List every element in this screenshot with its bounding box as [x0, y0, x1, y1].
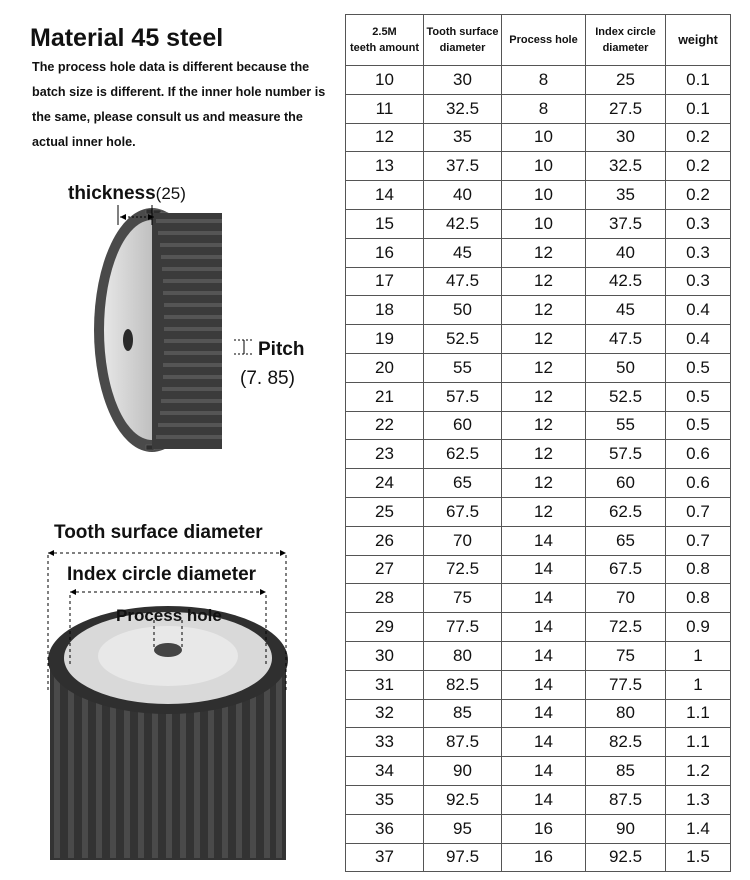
table-cell: 17	[346, 267, 424, 296]
table-cell: 0.8	[666, 555, 731, 584]
header-weight: weight	[666, 15, 731, 66]
table-cell: 8	[502, 94, 586, 123]
table-cell: 35	[586, 181, 666, 210]
table-cell: 13	[346, 152, 424, 181]
table-row	[346, 181, 731, 210]
table-cell: 0.5	[666, 353, 731, 382]
header-teeth-amount: 2.5M teeth amount	[346, 15, 424, 66]
diameter-guides	[44, 555, 290, 695]
table-cell: 10	[502, 152, 586, 181]
gear-spec-table	[345, 14, 731, 872]
table-cell: 32.5	[424, 94, 502, 123]
table-cell: 12	[502, 411, 586, 440]
table-cell: 14	[502, 555, 586, 584]
table-cell: 0.2	[666, 181, 731, 210]
table-cell: 12	[502, 440, 586, 469]
table-cell: 1	[666, 641, 731, 670]
table-cell: 12	[502, 238, 586, 267]
table-cell: 42.5	[424, 209, 502, 238]
table-cell: 0.3	[666, 267, 731, 296]
table-cell: 45	[424, 238, 502, 267]
table-cell: 12	[502, 267, 586, 296]
table-cell: 28	[346, 584, 424, 613]
table-row	[346, 757, 731, 786]
table-cell: 75	[424, 584, 502, 613]
table-row	[346, 728, 731, 757]
table-cell: 55	[424, 353, 502, 382]
table-row	[346, 411, 731, 440]
table-cell: 14	[502, 526, 586, 555]
pitch-arrow	[232, 337, 256, 357]
table-cell: 37	[346, 843, 424, 872]
table-cell: 82.5	[424, 670, 502, 699]
process-hole-label: Process hole	[116, 606, 222, 625]
table-cell: 15	[346, 209, 424, 238]
table-cell: 77.5	[586, 670, 666, 699]
table-cell: 0.1	[666, 94, 731, 123]
table-cell: 0.3	[666, 238, 731, 267]
table-cell: 47.5	[586, 325, 666, 354]
left-panel	[0, 0, 345, 880]
table-cell: 0.6	[666, 440, 731, 469]
header-tooth-surface-diameter: Tooth surface diameter	[424, 15, 502, 66]
table-cell: 80	[424, 641, 502, 670]
table-cell: 1.1	[666, 699, 731, 728]
table-cell: 75	[586, 641, 666, 670]
table-cell: 57.5	[424, 382, 502, 411]
table-cell: 25	[346, 497, 424, 526]
table-cell: 19	[346, 325, 424, 354]
table-cell: 30	[586, 123, 666, 152]
table-cell: 52.5	[586, 382, 666, 411]
table-cell: 22	[346, 411, 424, 440]
table-cell: 1.4	[666, 814, 731, 843]
table-cell: 47.5	[424, 267, 502, 296]
table-cell: 60	[424, 411, 502, 440]
table-cell: 37.5	[586, 209, 666, 238]
table-cell: 1.3	[666, 785, 731, 814]
table-cell: 16	[502, 843, 586, 872]
table-cell: 21	[346, 382, 424, 411]
table-cell: 87.5	[424, 728, 502, 757]
table-row	[346, 296, 731, 325]
pitch-label: Pitch	[258, 339, 305, 360]
table-cell: 62.5	[424, 440, 502, 469]
table-cell: 12	[502, 353, 586, 382]
table-cell: 34	[346, 757, 424, 786]
table-cell: 18	[346, 296, 424, 325]
table-cell: 10	[502, 181, 586, 210]
thickness-label-text: thickness	[68, 183, 156, 204]
table-cell: 55	[586, 411, 666, 440]
table-cell: 80	[586, 699, 666, 728]
table-cell: 0.4	[666, 325, 731, 354]
table-cell: 12	[502, 382, 586, 411]
table-row	[346, 670, 731, 699]
table-row	[346, 267, 731, 296]
table-cell: 65	[586, 526, 666, 555]
table-cell: 0.9	[666, 613, 731, 642]
gear-side-view-image	[90, 205, 255, 460]
table-cell: 11	[346, 94, 424, 123]
table-cell: 10	[502, 123, 586, 152]
table-cell: 8	[502, 66, 586, 95]
table-cell: 0.5	[666, 411, 731, 440]
table-cell: 72.5	[586, 613, 666, 642]
table-cell: 12	[502, 469, 586, 498]
table-cell: 25	[586, 66, 666, 95]
header-process-hole: Process hole	[502, 15, 586, 66]
table-cell: 0.1	[666, 66, 731, 95]
table-cell: 70	[424, 526, 502, 555]
table-cell: 14	[502, 584, 586, 613]
table-cell: 10	[346, 66, 424, 95]
table-cell: 23	[346, 440, 424, 469]
table-cell: 40	[586, 238, 666, 267]
table-cell: 42.5	[586, 267, 666, 296]
table-cell: 87.5	[586, 785, 666, 814]
table-cell: 57.5	[586, 440, 666, 469]
table-cell: 1.5	[666, 843, 731, 872]
table-cell: 50	[424, 296, 502, 325]
table-cell: 32.5	[586, 152, 666, 181]
table-cell: 0.2	[666, 152, 731, 181]
table-row	[346, 209, 731, 238]
process-hole-note: The process hole data is different because the batch size is different. If the inner hole number is the same, please consult us and measure the actual inner hole.	[32, 60, 326, 149]
table-cell: 52.5	[424, 325, 502, 354]
table-cell: 12	[502, 497, 586, 526]
table-cell: 82.5	[586, 728, 666, 757]
table-cell: 35	[346, 785, 424, 814]
table-cell: 14	[502, 641, 586, 670]
table-cell: 14	[346, 181, 424, 210]
table-cell: 26	[346, 526, 424, 555]
table-cell: 0.2	[666, 123, 731, 152]
table-header-row	[346, 15, 731, 66]
table-cell: 70	[586, 584, 666, 613]
table-row	[346, 814, 731, 843]
table-cell: 45	[586, 296, 666, 325]
table-row	[346, 94, 731, 123]
material-title: Material 45 steel	[30, 24, 224, 52]
table-row	[346, 641, 731, 670]
table-cell: 95	[424, 814, 502, 843]
table-row	[346, 555, 731, 584]
table-cell: 0.6	[666, 469, 731, 498]
table-row	[346, 123, 731, 152]
table-cell: 24	[346, 469, 424, 498]
table-cell: 60	[586, 469, 666, 498]
table-cell: 77.5	[424, 613, 502, 642]
table-cell: 85	[586, 757, 666, 786]
table-cell: 67.5	[424, 497, 502, 526]
table-cell: 14	[502, 670, 586, 699]
tooth-surface-diameter-label: Tooth surface diameter	[54, 522, 263, 543]
table-cell: 0.7	[666, 526, 731, 555]
pitch-value: (7. 85)	[240, 368, 295, 389]
table-cell: 16	[502, 814, 586, 843]
table-cell: 50	[586, 353, 666, 382]
thickness-value: (25)	[155, 184, 186, 203]
table-cell: 67.5	[586, 555, 666, 584]
table-cell: 0.4	[666, 296, 731, 325]
table-cell: 30	[346, 641, 424, 670]
table-cell: 92.5	[424, 785, 502, 814]
table-row	[346, 699, 731, 728]
table-cell: 92.5	[586, 843, 666, 872]
table-cell: 90	[586, 814, 666, 843]
table-cell: 35	[424, 123, 502, 152]
table-row	[346, 613, 731, 642]
table-row	[346, 238, 731, 267]
table-cell: 40	[424, 181, 502, 210]
table-cell: 37.5	[424, 152, 502, 181]
table-cell: 31	[346, 670, 424, 699]
table-cell: 27.5	[586, 94, 666, 123]
table-cell: 29	[346, 613, 424, 642]
table-cell: 1.1	[666, 728, 731, 757]
table-row	[346, 353, 731, 382]
table-cell: 62.5	[586, 497, 666, 526]
table-cell: 14	[502, 757, 586, 786]
table-cell: 33	[346, 728, 424, 757]
table-cell: 32	[346, 699, 424, 728]
table-cell: 12	[502, 296, 586, 325]
thickness-arrow	[118, 210, 158, 224]
table-cell: 14	[502, 699, 586, 728]
table-cell: 0.8	[666, 584, 731, 613]
table-row	[346, 440, 731, 469]
table-cell: 0.3	[666, 209, 731, 238]
table-cell: 1.2	[666, 757, 731, 786]
table-row	[346, 526, 731, 555]
index-circle-diameter-label: Index circle diameter	[67, 564, 257, 585]
table-cell: 12	[502, 325, 586, 354]
table-cell: 65	[424, 469, 502, 498]
table-row	[346, 785, 731, 814]
table-cell: 12	[346, 123, 424, 152]
table-cell: 72.5	[424, 555, 502, 584]
table-cell: 36	[346, 814, 424, 843]
table-row	[346, 497, 731, 526]
table-row	[346, 325, 731, 354]
table-cell: 30	[424, 66, 502, 95]
table-cell: 10	[502, 209, 586, 238]
table-cell: 16	[346, 238, 424, 267]
table-cell: 97.5	[424, 843, 502, 872]
table-cell: 20	[346, 353, 424, 382]
table-cell: 85	[424, 699, 502, 728]
header-index-circle-diameter: Index circle diameter	[586, 15, 666, 66]
table-row	[346, 584, 731, 613]
table-cell: 14	[502, 728, 586, 757]
table-cell: 14	[502, 613, 586, 642]
table-row	[346, 843, 731, 872]
table-row	[346, 66, 731, 95]
table-cell: 0.7	[666, 497, 731, 526]
table-cell: 27	[346, 555, 424, 584]
table-cell: 0.5	[666, 382, 731, 411]
table-row	[346, 469, 731, 498]
table-cell: 14	[502, 785, 586, 814]
table-row	[346, 382, 731, 411]
table-cell: 1	[666, 670, 731, 699]
thickness-label	[68, 183, 186, 205]
table-row	[346, 152, 731, 181]
table-cell: 90	[424, 757, 502, 786]
